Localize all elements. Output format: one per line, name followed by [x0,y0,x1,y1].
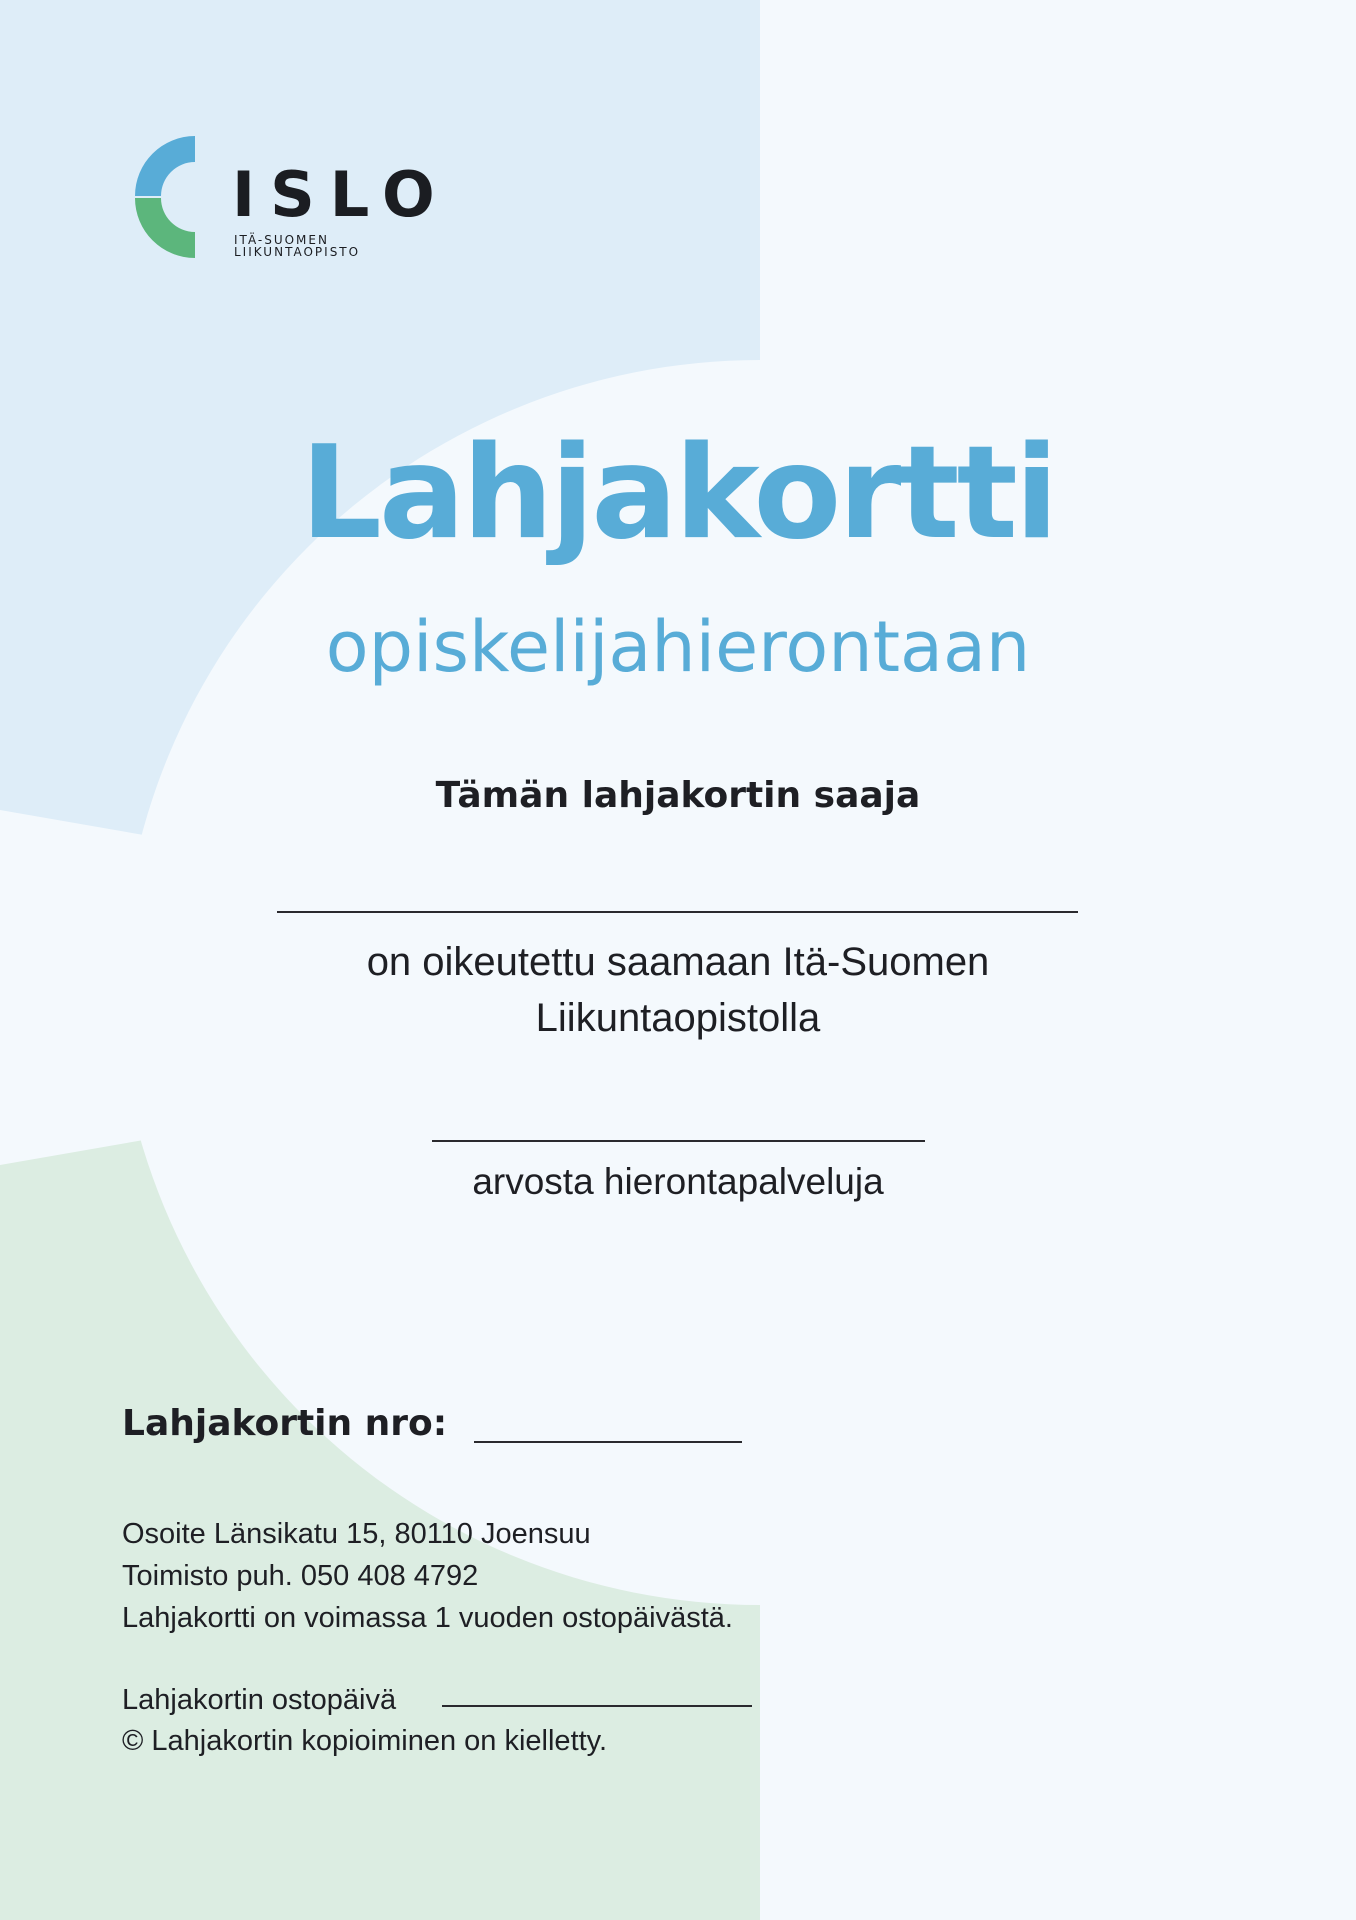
copyright-notice: © Lahjakortin kopioiminen on kielletty. [122,1725,608,1757]
value-amount-line [432,1140,925,1142]
phone-text: Toimisto puh. 050 408 4792 [122,1560,479,1592]
value-label: arvosta hierontapalveluja [472,1161,884,1202]
address-text: Osoite Länsikatu 15, 80110 Joensuu [122,1518,591,1550]
entitlement-line1: on oikeutettu saamaan Itä-Suomen [366,940,990,984]
entitlement-text [0,934,1356,1046]
gift-card-subtitle: opiskelijahierontaan [325,606,1031,688]
logo-subtitle [234,234,360,258]
card-number-label: Lahjakortin nro: [122,1403,448,1444]
gift-card-title: Lahjakortti [300,419,1056,568]
logo-wordmark: ISLO [232,158,450,231]
entitlement-line2: Liikuntaopistolla [535,996,821,1040]
contact-info [122,1513,733,1639]
purchase-date-line [442,1705,752,1707]
logo-subtitle-line2: LIIKUNTAOPISTO [234,245,361,259]
logo-mark-icon [134,134,224,260]
validity-text: Lahjakortti on voimassa 1 vuoden ostopäivästä. [122,1602,733,1634]
card-number-line [474,1441,742,1443]
logo-subtitle-line1: ITÄ-SUOMEN [234,233,329,247]
recipient-label: Tämän lahjakortin saaja [435,775,921,816]
recipient-name-line [277,911,1078,913]
purchase-date-label: Lahjakortin ostopäivä [122,1684,397,1716]
islo-logo [134,134,464,260]
